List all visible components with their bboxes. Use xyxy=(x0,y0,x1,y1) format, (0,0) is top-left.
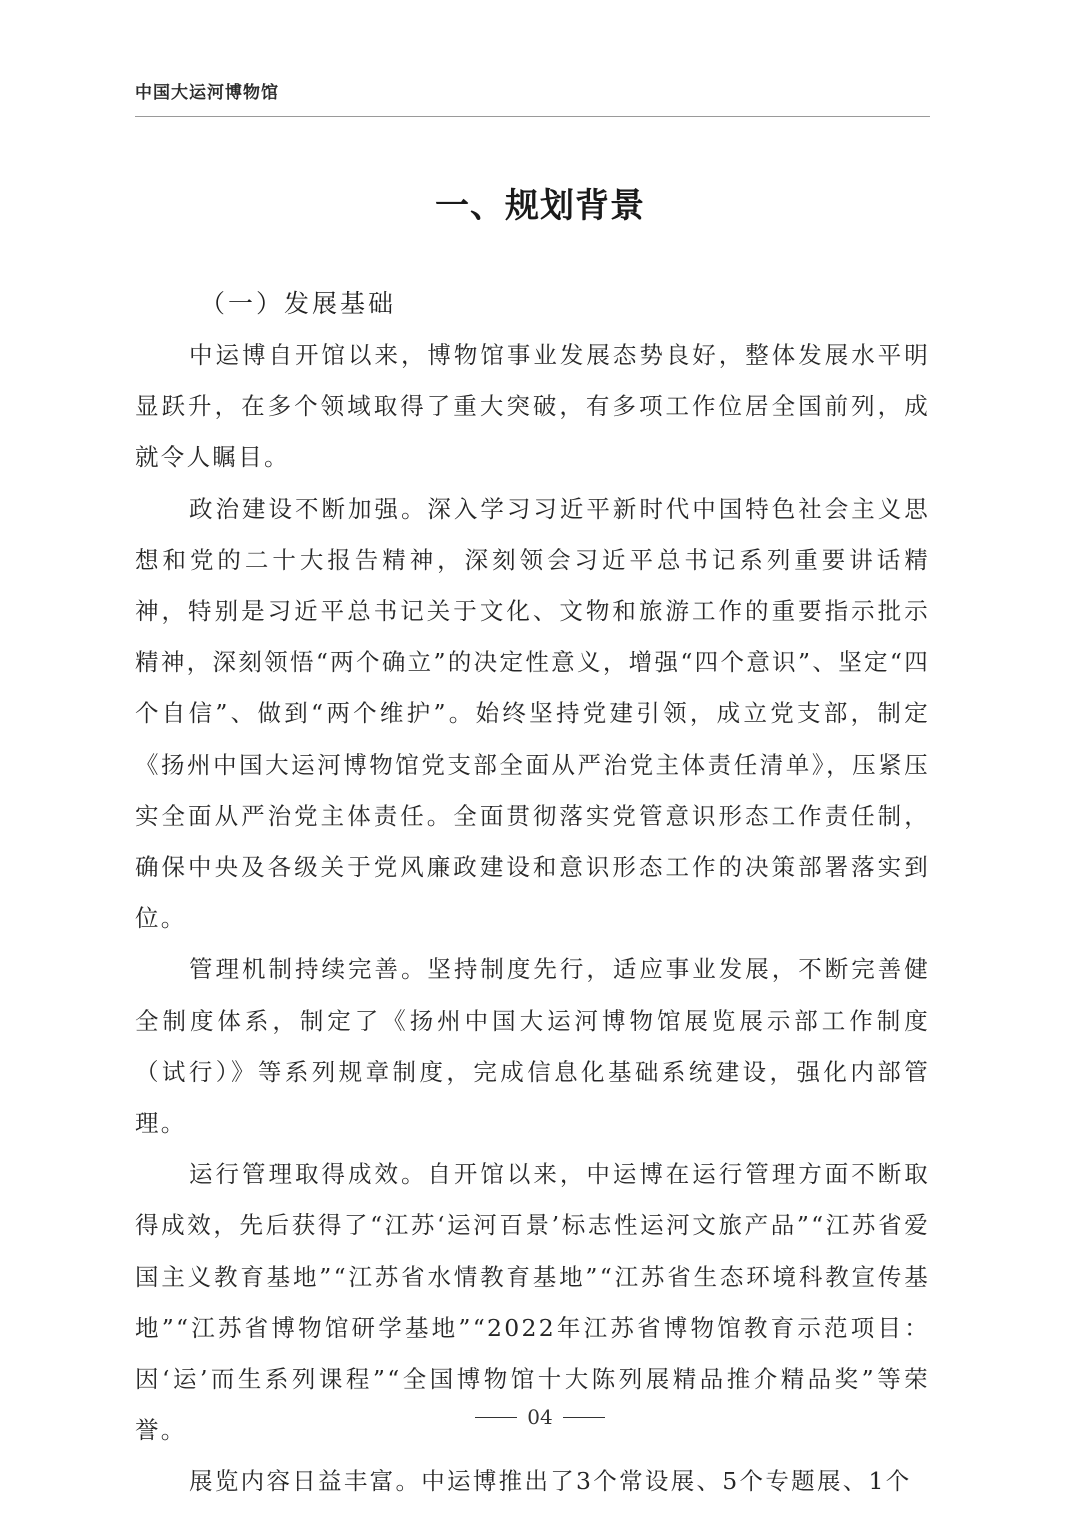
body-text xyxy=(135,330,930,1508)
footer-rule-right xyxy=(563,1417,605,1418)
paragraph-management-mechanism: 管理机制持续完善。坚持制度先行，适应事业发展，不断完善健全制度体系，制定了《扬州中国大运河博物馆展览展示部工作制度（试行）》等系列规章制度，完成信息化基础系统建设，强化内部管理。 xyxy=(135,955,930,1138)
section-title: 一、规划背景 xyxy=(435,186,645,226)
page-footer xyxy=(0,1405,1080,1429)
subsection-title: （一）发展基础 xyxy=(200,289,397,318)
paragraph-political-building: 政治建设不断加强。深入学习习近平新时代中国特色社会主义思想和党的二十大报告精神，深刻领会习近平总书记系列重要讲话精神，特别是习近平总书记关于文化、文物和旅游工作的重要指示批示精神，深刻领悟“两个确立”的决定性意义，增强“四个意识”、坚定“四个自信”、做到“两个维护”。始终坚持党建引领，成立党支部，制定《扬州中国大运河博物馆党支部全面从严治党主体责任清单》，压紧压实全面从严治党主体责任。全面贯彻落实党管意识形态工作责任制，确保中央及各级关于党风廉政建设和意识形态工作的决策部署落实到位。 xyxy=(135,494,930,933)
running-header: 中国大运河博物馆 xyxy=(135,83,279,103)
paragraph-exhibitions: 展览内容日益丰富。中运博推出了3个常设展、5个专题展、1个 xyxy=(189,1467,912,1496)
header-divider xyxy=(135,116,930,117)
paragraph-operation-management: 运行管理取得成效。自开馆以来，中运博在运行管理方面不断取得成效，先后获得了“江苏‘运河百景’标志性运河文旅产品”“江苏省爱国主义教育基地”“江苏省水情教育基地”“江苏省生态环境科教宣传基地”“江苏省博物馆研学基地”“2022年江苏省博物馆教育示范项目：因‘运’而生系列课程”“全国博物馆十大陈列展精品推介精品奖”等荣誉。 xyxy=(135,1160,930,1445)
page-number: 04 xyxy=(527,1405,553,1429)
footer-rule-left xyxy=(475,1417,517,1418)
paragraph-intro: 中运博自开馆以来，博物馆事业发展态势良好，整体发展水平明显跃升，在多个领域取得了重大突破，有多项工作位居全国前列，成就令人瞩目。 xyxy=(135,341,930,472)
